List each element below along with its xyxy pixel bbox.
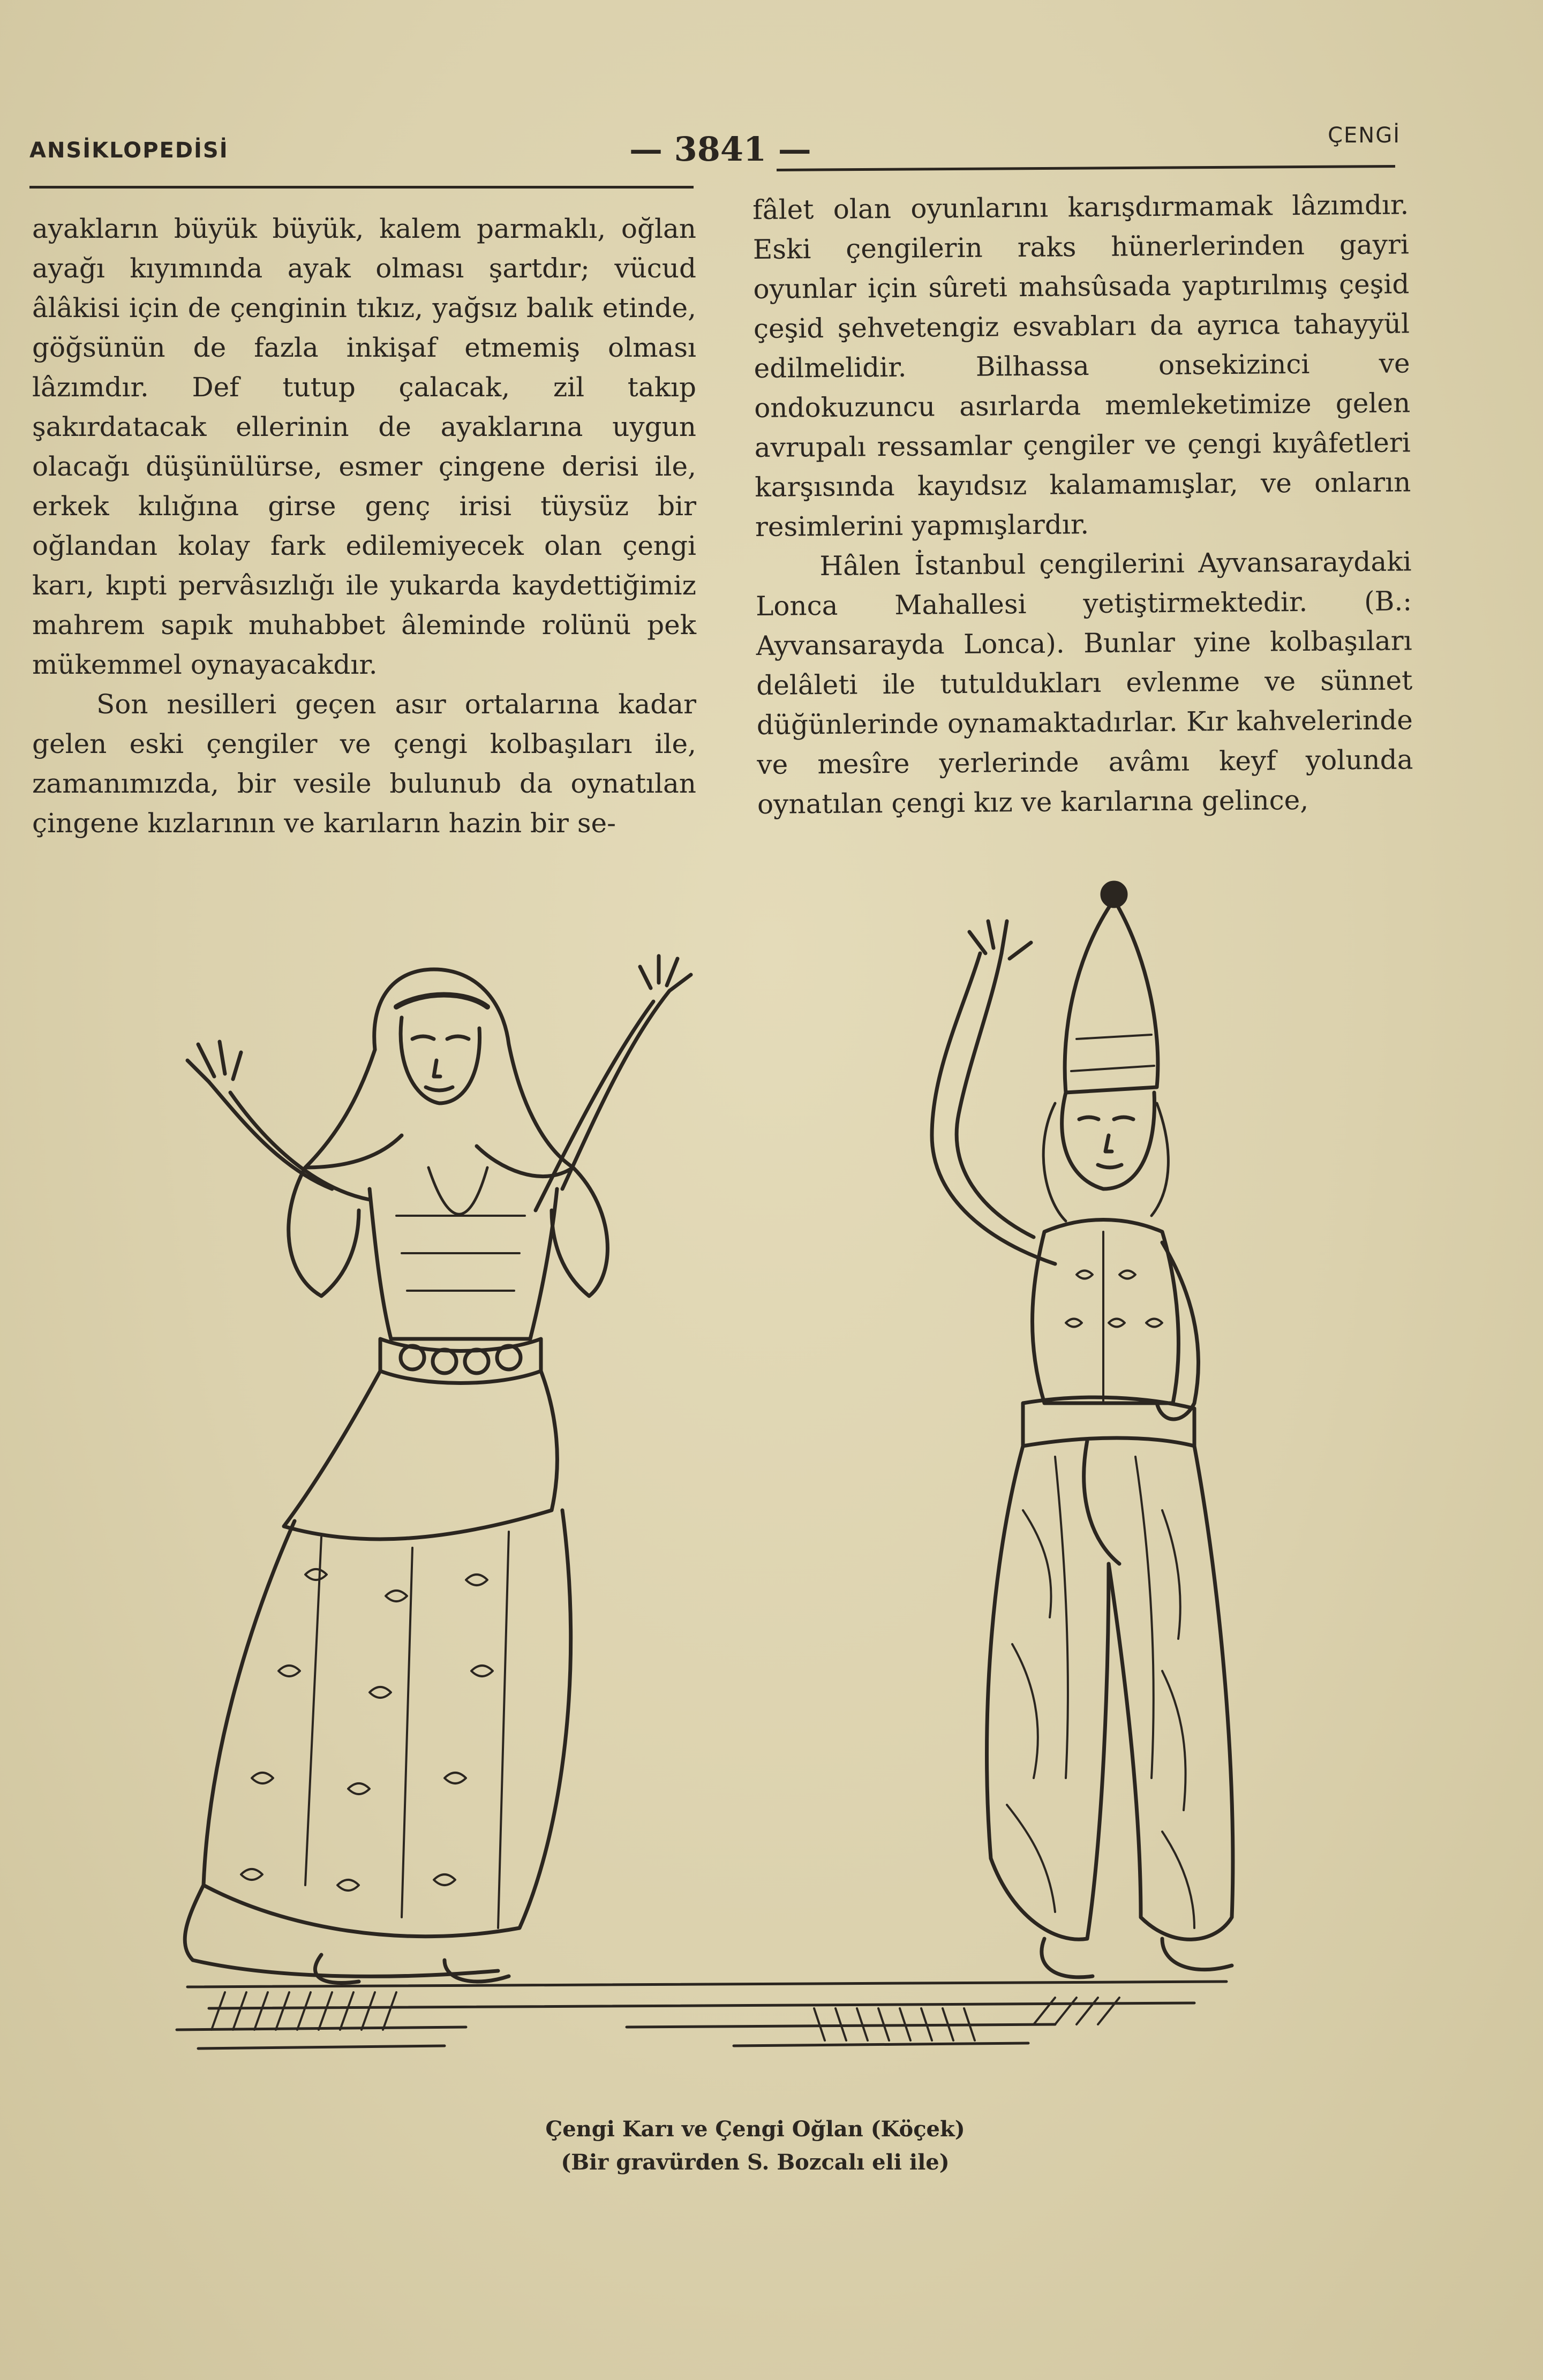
caption-line-2: (Bir gravürden S. Bozcalı eli ile) <box>561 2150 950 2175</box>
dancer-right <box>932 883 1233 1977</box>
page-number: — 3841 — <box>629 130 811 169</box>
paragraph: Hâlen İstanbul çengilerini Ayvansaraydaki Lonca Mahallesi yetiştirmektedir. (B.: Ayvansarayda Lonca). Bunlar yine kolbaşıları delâleti ile tutuldukları evlenme ve sünnet düğünlerinde oynamaktadırlar. Kır kahvelerinde ve mesîre yerlerinde avâmı keyf yolunda oynatılan çengi kız ve karılarına gelince, <box>755 546 1413 820</box>
header-title-right: ÇENGİ <box>1328 123 1401 148</box>
header-title-left: ANSİKLOPEDİSİ <box>29 138 229 163</box>
paragraph: fâlet olan oyunlarını karışdırmamak lâzımdır. Eski çengilerin raks hünerlerinden gayri oyunlar için sûreti mahsûsada yaptırılmış çeşid çeşid şehvetengiz esvabları da ayrıca tahayyül edilmelidir. Bilhassa onsekizinci ve ondokuzuncu asırlarda memleketimize gelen avrupalı ressamlar çengiler ve çengi kıyâfetleri karşısında kayıdsız kalamamışlar, ve onların resimlerini yapmışlardır. <box>752 189 1411 543</box>
dancer-left <box>185 956 691 1983</box>
paragraph: Son nesilleri geçen asır ortalarına kadar gelen eski çengiler ve çengi kolbaşıları ile, zamanımızda, bir vesile bulunub da oynatılan çingene kızlarının ve karıların hazin bir se- <box>32 689 696 839</box>
ground-hatching <box>177 1982 1226 2048</box>
left-column <box>32 209 696 843</box>
paragraph: ayakların büyük büyük, kalem parmaklı, oğlan ayağı kıyımında ayak olması şartdır; vücud âlâkisi için de çenginin tıkız, yağsız balık etinde, göğsünün de fazla inkişaf etmemiş olması lâzımdır. Def tutup çalacak, zil takıp şakırdatacak ellerinin de ayaklarına uygun olacağı düşünülürse, esmer çingene derisi ile, erkek kılığına girse genç irisi tüysüz bir oğlandan kolay fark edilemiyecek olan çengi karı, kıpti pervâsızlığı ile yukarda kaydettiğimiz mahrem sapık muhabbet âleminde rolünü pek mükemmel oynayacakdır. <box>32 213 696 680</box>
right-column <box>752 185 1413 824</box>
dancers-illustration <box>145 868 1334 2067</box>
caption-line-1: Çengi Karı ve Çengi Oğlan (Köçek) <box>545 2117 965 2142</box>
figure-caption <box>375 2113 1135 2179</box>
header-rule-left <box>29 186 694 189</box>
running-header <box>29 112 1401 169</box>
